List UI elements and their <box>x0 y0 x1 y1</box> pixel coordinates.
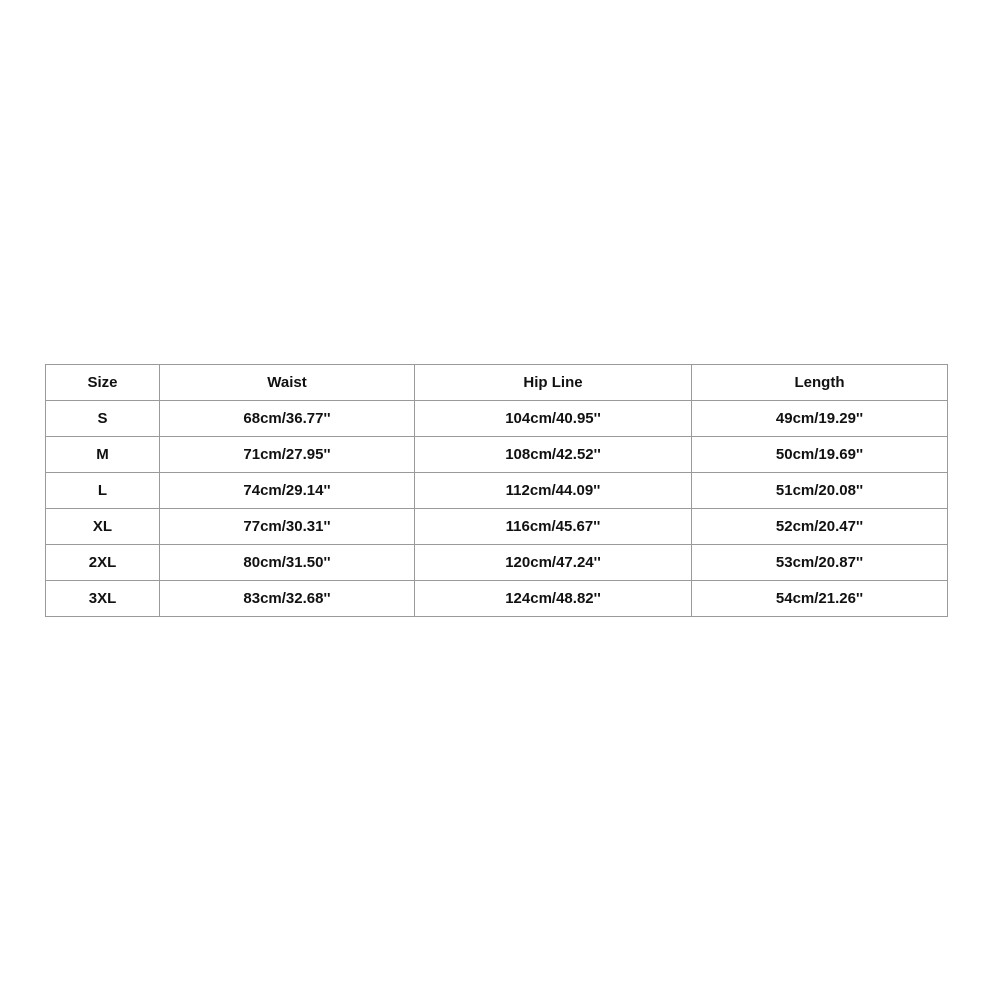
table-row <box>46 401 948 437</box>
cell-length: 51cm/20.08'' <box>692 473 948 509</box>
cell-size: S <box>46 401 160 437</box>
table-row <box>46 581 948 617</box>
cell-waist: 83cm/32.68'' <box>160 581 415 617</box>
cell-size: 3XL <box>46 581 160 617</box>
header-waist: Waist <box>160 365 415 401</box>
cell-waist: 71cm/27.95'' <box>160 437 415 473</box>
cell-hip-line: 116cm/45.67'' <box>415 509 692 545</box>
cell-waist: 80cm/31.50'' <box>160 545 415 581</box>
header-length: Length <box>692 365 948 401</box>
size-chart-table <box>45 364 948 617</box>
cell-waist: 74cm/29.14'' <box>160 473 415 509</box>
cell-hip-line: 124cm/48.82'' <box>415 581 692 617</box>
cell-size: L <box>46 473 160 509</box>
header-size: Size <box>46 365 160 401</box>
cell-length: 52cm/20.47'' <box>692 509 948 545</box>
cell-length: 53cm/20.87'' <box>692 545 948 581</box>
cell-length: 54cm/21.26'' <box>692 581 948 617</box>
cell-hip-line: 104cm/40.95'' <box>415 401 692 437</box>
cell-size: M <box>46 437 160 473</box>
cell-waist: 77cm/30.31'' <box>160 509 415 545</box>
cell-length: 50cm/19.69'' <box>692 437 948 473</box>
cell-size: 2XL <box>46 545 160 581</box>
table-header-row <box>46 365 948 401</box>
table-row <box>46 437 948 473</box>
header-hip-line: Hip Line <box>415 365 692 401</box>
cell-hip-line: 108cm/42.52'' <box>415 437 692 473</box>
cell-hip-line: 112cm/44.09'' <box>415 473 692 509</box>
cell-length: 49cm/19.29'' <box>692 401 948 437</box>
cell-waist: 68cm/36.77'' <box>160 401 415 437</box>
table-row <box>46 473 948 509</box>
cell-size: XL <box>46 509 160 545</box>
table-row <box>46 509 948 545</box>
cell-hip-line: 120cm/47.24'' <box>415 545 692 581</box>
table-row <box>46 545 948 581</box>
